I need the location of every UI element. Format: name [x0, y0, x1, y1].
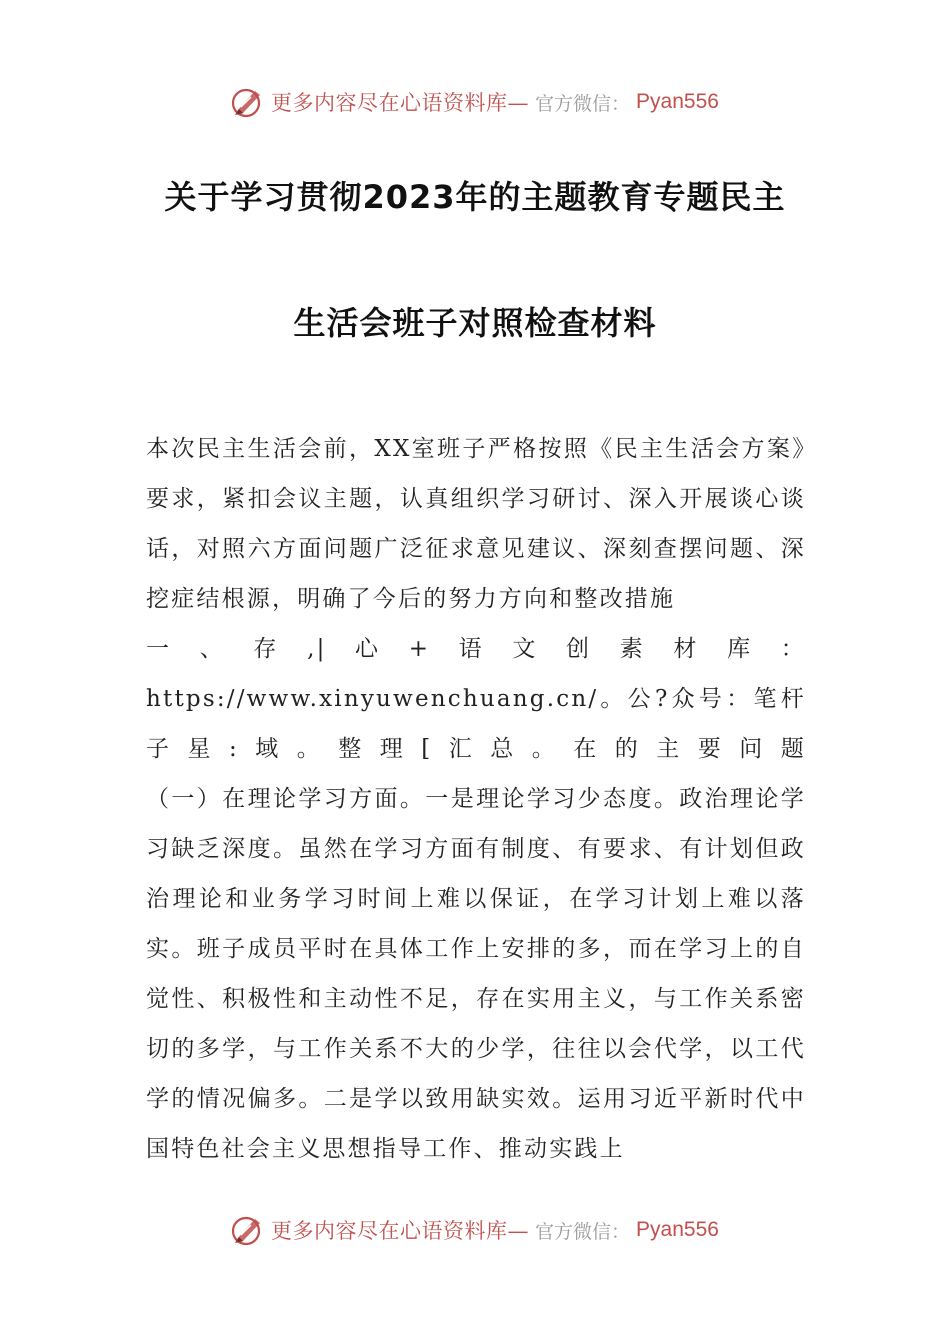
pen-logo-icon: [231, 1213, 265, 1247]
wechat-label: 官方微信：: [535, 1220, 631, 1243]
paragraph-theory-study: （一）在理论学习方面。一是理论学习少态度。政治理论学习缺乏深度。虽然在学习方面有制度、有要求、有计划但政治理论和业务学习时间上难以保证，在学习计划上难以落实。班子成员平时在具体工作上安排的多，而在学习上的自觉性、积极性和主动性不足，存在实用主义，与工作关系密切的多学，与工作关系不大的少学，往往以会代学，以工代学的情况偏多。二是学以致用缺实效。运用习近平新时代中国特色社会主义思想指导工作、推动实践上: [146, 786, 806, 1162]
banner-text: 更多内容尽在心语资料库—: [271, 91, 530, 115]
document-title-line-1: 关于学习贯彻2023年的主题教育专题民主: [164, 178, 786, 216]
paragraph-section-heading: 一、存,|心+语文创素材库：https://www.xinyuwenchuang.cn/。公?众号：笔杆子星:域。整理[汇总。在的主要问题: [146, 636, 806, 762]
document-body: [146, 424, 806, 1174]
header-banner: [0, 80, 950, 124]
wechat-id: Pyan556: [636, 90, 719, 113]
banner-text: 更多内容尽在心语资料库—: [271, 1219, 530, 1243]
paragraph-intro: 本次民主生活会前，XX室班子严格按照《民主生活会方案》要求，紧扣会议主题，认真组织学习研讨、深入开展谈心谈话，对照六方面问题广泛征求意见建议、深刻查摆问题、深挖症结根源，明确了今后的努力方向和整改措施: [146, 436, 806, 612]
wechat-id: Pyan556: [636, 1218, 719, 1241]
document-title-line-2: 生活会班子对照检查材料: [293, 304, 657, 342]
footer-banner: [0, 1208, 950, 1252]
pen-logo-icon: [231, 85, 265, 119]
wechat-label: 官方微信：: [535, 92, 631, 115]
